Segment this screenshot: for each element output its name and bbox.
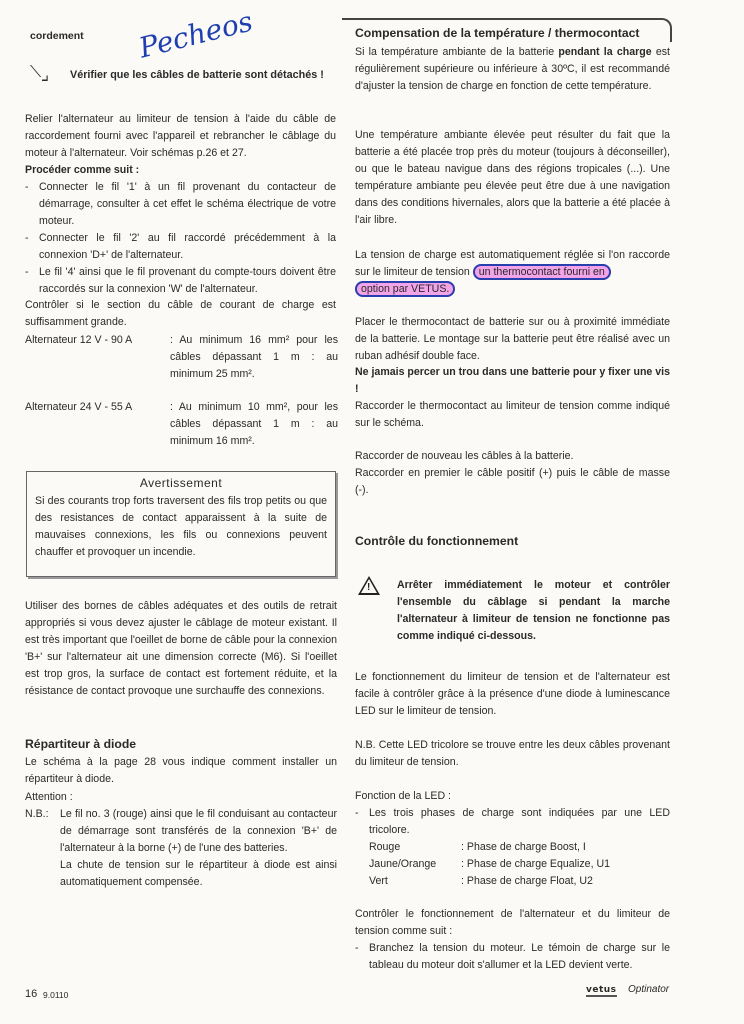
nb-paragraph-2: La chute de tension sur le répartiteur à diode est ainsi automatiquement compensée. bbox=[60, 859, 337, 888]
cable-size-row: Alternateur 24 V - 55 A : Au minimum 10 mm², pour les câbles dépassant 1 m : au minimum 16 mm². bbox=[25, 401, 338, 447]
procedure-steps bbox=[25, 179, 336, 298]
control-paragraph-3: Contrôler le fonctionnement de l'alternateur et du limiteur de tension comme suit : bbox=[355, 908, 670, 937]
warning-triangle-icon: ! bbox=[358, 576, 380, 595]
procedure-step: - Connecter le fil '2' au fil raccordé précédemment à la connexion 'D+' de l'alternateur. bbox=[25, 232, 336, 261]
temp-paragraph-4: Placer le thermocontact de batterie sur ou à proximité immédiate de la batterie. Le montage sur la batterie peut être réalisé avec un ruban adhésif double face. bbox=[355, 316, 670, 362]
led-phase-row: Rouge : Phase de charge Boost, I bbox=[369, 841, 586, 853]
led-intro: - Les trois phases de charge sont indiquées par une LED tricolore. bbox=[355, 807, 670, 836]
cable-size-table bbox=[25, 332, 338, 450]
warning-title: Avertissement bbox=[139, 476, 223, 490]
left-column bbox=[30, 66, 338, 88]
section-check-paragraph: Contrôler si le section du câble de courant de charge est suffisamment grande. bbox=[25, 299, 336, 328]
highlighted-thermocontact: un thermocontact fourni en bbox=[473, 264, 611, 280]
led-title: Fonction de la LED : bbox=[355, 790, 451, 802]
procedure-title: Procéder comme suit : bbox=[25, 164, 140, 176]
temp-paragraph-5: Raccorder le thermocontact au limiteur de tension comme indiqué sur le schéma. bbox=[355, 400, 670, 429]
diode-section-title: Répartiteur à diode bbox=[25, 737, 137, 751]
temp-paragraph-6a: Raccorder de nouveau les câbles à la batterie. bbox=[355, 450, 574, 462]
drill-warning: Ne jamais percer un trou dans une batterie pour y fixer une vis ! bbox=[355, 366, 670, 395]
control-step: - Branchez la tension du moteur. Le témoin de charge sur le tableau du moteur doit s'allumer et la LED devient verte. bbox=[355, 942, 670, 971]
led-phase-row: Vert : Phase de charge Float, U2 bbox=[369, 875, 593, 887]
warning-text: Si des courants trop forts traversent des fils trop petits ou que des resistances de contact apparaissent à la suite de mauvaises connexions, les fils ou connexions peuvent chauffer et provoquer un incendie. bbox=[35, 495, 327, 558]
intro-paragraph: Relier l'alternateur au limiteur de tension à l'aide du câble de raccordement fourni avec l'appareil et rebrancher le câblage du moteur à l'alternateur. Voir schémas p.26 et 27. bbox=[25, 113, 336, 159]
highlighted-option-vetus: option par VETUS. bbox=[355, 281, 455, 297]
control-paragraph-1: Le fonctionnement du limiteur de tension et de l'alternateur est facile à contrôler grâce à la présence d'une diode à luminescance LED sur le limiteur de tension. bbox=[355, 671, 670, 717]
corner-arrow-icon: ⟍⌟ bbox=[30, 64, 48, 81]
temp-paragraph-1: Si la température ambiante de la batterie pendant la charge est régulièrement supérieure ou inférieure à 30ºC, il est recommandé d'ajuster la tension de charge en fonction de cette température. bbox=[355, 46, 670, 92]
terminals-paragraph: Utiliser des bornes de câbles adéquates et des outils de retrait appropriés si vous devez ajuster le câblage de moteur existant. Il est très important que l'oeillet de borne de câble pour la connexion 'B+' sur l'alternateur ait une dimension correcte (M6). Si l'oeillet est trop gros, la surface de contact est fortement réduite, et la résistance de contact provoque une surchauffe des connexions. bbox=[25, 600, 337, 697]
led-phase-row: Jaune/Orange : Phase de charge Equalize, U1 bbox=[369, 858, 610, 870]
procedure-step: - Connecter le fil '1' à un fil provenant du contacteur de démarrage, consulter à cet effet le schéma électrique de votre moteur. bbox=[25, 181, 336, 227]
control-warning: Arrêter immédiatement le moteur et contrôler l'ensemble du câblage si pendant la marche l'alternateur à limiteur de tension ne fonctionne pas comme indiqué ci-dessous. bbox=[397, 579, 670, 642]
brand-logo: vetus bbox=[586, 985, 617, 995]
temp-paragraph-6b: Raccorder en premier le câble positif (+) puis le câble de masse (-). bbox=[355, 467, 670, 496]
warning-box bbox=[26, 471, 336, 577]
nb-paragraph-1: Le fil no. 3 (rouge) ainsi que le fil conduisant au contacteur de démarrage sont transférés de la connexion 'B+' de l'alternateur à la borne (+) de l'une des batteries. bbox=[60, 808, 337, 854]
product-name: Optinator bbox=[628, 984, 670, 995]
led-phase-table bbox=[369, 839, 610, 890]
attention-label: Attention : bbox=[25, 791, 73, 803]
control-paragraph-2: N.B. Cette LED tricolore se trouve entre les deux câbles provenant du limiteur de tension. bbox=[355, 739, 670, 768]
cable-size-row: Alternateur 12 V - 90 A : Au minimum 16 mm² pour les câbles dépassant 1 m : au minimum 25 mm². bbox=[25, 334, 338, 380]
section-fragment-title: cordement bbox=[30, 30, 84, 42]
cable-check-row bbox=[30, 66, 338, 88]
temp-paragraph-3: La tension de charge est automatiquement réglée si l'on raccorde sur le limiteur de tension un thermocontact fourni en option par VETUS. bbox=[355, 249, 670, 295]
temp-paragraph-2: Une température ambiante élevée peut résulter du fait que la batterie a été placée trop près du moteur (toujours à déconseiller), ou que le bateau navigue dans des régions tropicales (...). Une température ambiante peu élevée peut être due à une navigation dans des conditions hivernales, alors que la batterie a été placée à l'air libre. bbox=[355, 129, 670, 226]
document-code: 9.0110 bbox=[43, 990, 69, 1000]
handwritten-note: Pecheos bbox=[135, 4, 256, 65]
cable-check-warning: Vérifier que les câbles de batterie sont détachés ! bbox=[70, 69, 324, 81]
right-section-title: Compensation de la température / thermocontact bbox=[355, 26, 640, 40]
nb-label: N.B.: bbox=[25, 808, 49, 820]
control-section-title: Contrôle du fonctionnement bbox=[355, 534, 519, 548]
procedure-step: - Le fil '4' ainsi que le fil provenant du compte-tours doivent être raccordés sur la connexion 'W' de l'alternateur. bbox=[25, 266, 336, 295]
page-number: 16 bbox=[25, 988, 38, 1000]
diode-paragraph: Le schéma à la page 28 vous indique comment installer un répartiteur à diode. bbox=[25, 756, 337, 785]
